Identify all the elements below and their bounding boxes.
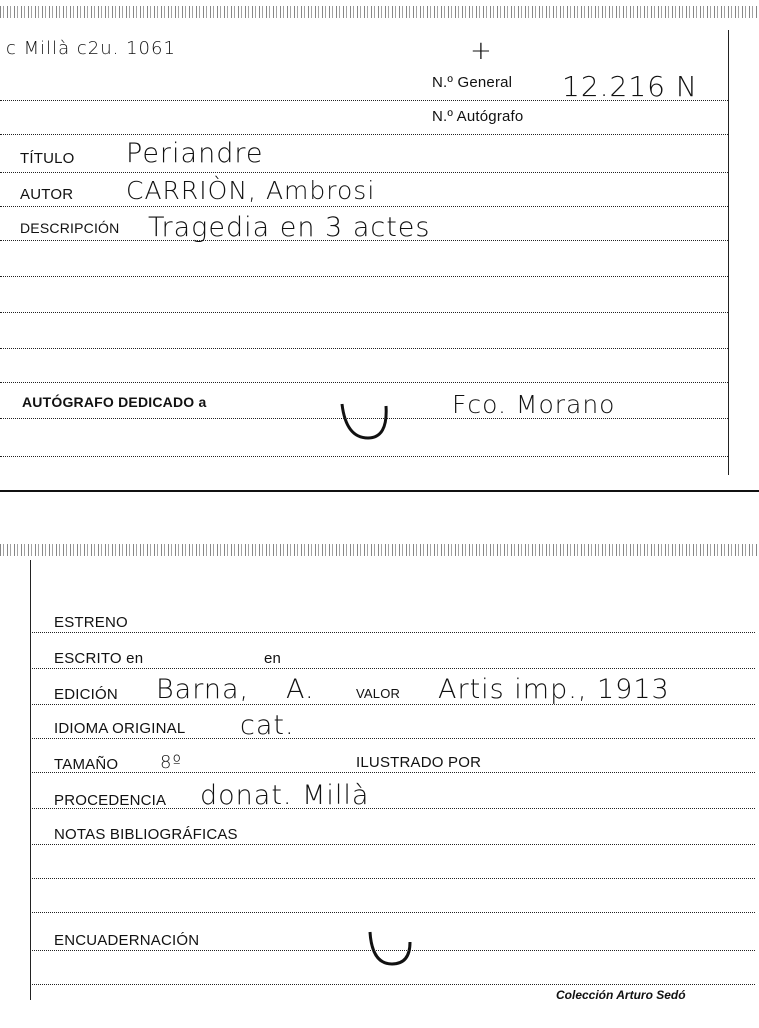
autor-label: AUTOR [20, 186, 74, 203]
dedicado-label: AUTÓGRAFO DEDICADO a [22, 394, 207, 410]
titulo-value: Periandre [126, 138, 264, 169]
rule [0, 382, 728, 383]
rule [0, 134, 728, 135]
reference-note: c Millà c2u. 1061 [6, 38, 176, 59]
rule [30, 668, 755, 669]
card-right-border [728, 30, 729, 475]
hole-punch-mark [336, 398, 396, 448]
procedencia-value: donat. Millà [200, 780, 370, 811]
rule [30, 808, 755, 809]
rule [30, 844, 755, 845]
dedicado-value: Fco. Morano [452, 390, 616, 419]
rule [0, 172, 728, 173]
rule [0, 418, 728, 419]
edicion-label: EDICIÓN [54, 686, 118, 703]
card-top-edge [0, 544, 759, 556]
descripcion-value: Tragedia en 3 actes [148, 212, 431, 243]
escrito-label: ESCRITO en [54, 650, 144, 667]
card-top-edge [0, 6, 759, 18]
autografo-label: N.º Autógrafo [432, 108, 524, 125]
tamano-label: TAMAÑO [54, 756, 119, 773]
descripcion-label: DESCRIPCIÓN [20, 220, 120, 236]
estreno-label: ESTRENO [54, 614, 128, 631]
escrito-en-label: en [264, 650, 282, 667]
valor-label: VALOR [356, 686, 401, 701]
edicion-value2: Artis imp., 1913 [438, 674, 670, 705]
general-label: N.º General [432, 74, 513, 91]
rule [0, 348, 728, 349]
rule [30, 704, 755, 705]
rule [30, 878, 755, 879]
rule [0, 276, 728, 277]
rule [30, 772, 755, 773]
autor-value: CARRIÒN, Ambrosi [126, 176, 376, 205]
rule [30, 984, 755, 985]
idioma-value: cat. [240, 710, 295, 741]
rule [30, 738, 755, 739]
titulo-label: TÍTULO [20, 150, 75, 167]
rule [30, 632, 755, 633]
idioma-label: IDIOMA ORIGINAL [54, 720, 186, 737]
collection-footer: Colección Arturo Sedó [556, 988, 686, 1002]
general-value: 12.216 N [562, 70, 698, 103]
rule [0, 312, 728, 313]
rule [0, 240, 728, 241]
cross-mark: + [470, 36, 493, 66]
encuadernacion-label: ENCUADERNACIÓN [54, 932, 200, 949]
rule [30, 950, 755, 951]
ilustrado-label: ILUSTRADO POR [356, 754, 482, 771]
rule [30, 912, 755, 913]
procedencia-label: PROCEDENCIA [54, 792, 167, 809]
tamano-value: 8º [160, 752, 182, 773]
edicion-value: Barna, [156, 674, 250, 705]
rule [0, 456, 728, 457]
card-left-border [30, 560, 31, 1000]
notas-label: NOTAS BIBLIOGRÁFICAS [54, 826, 238, 843]
rule [0, 206, 728, 207]
edicion-a: A. [286, 674, 315, 705]
card-bottom-edge [0, 490, 759, 492]
